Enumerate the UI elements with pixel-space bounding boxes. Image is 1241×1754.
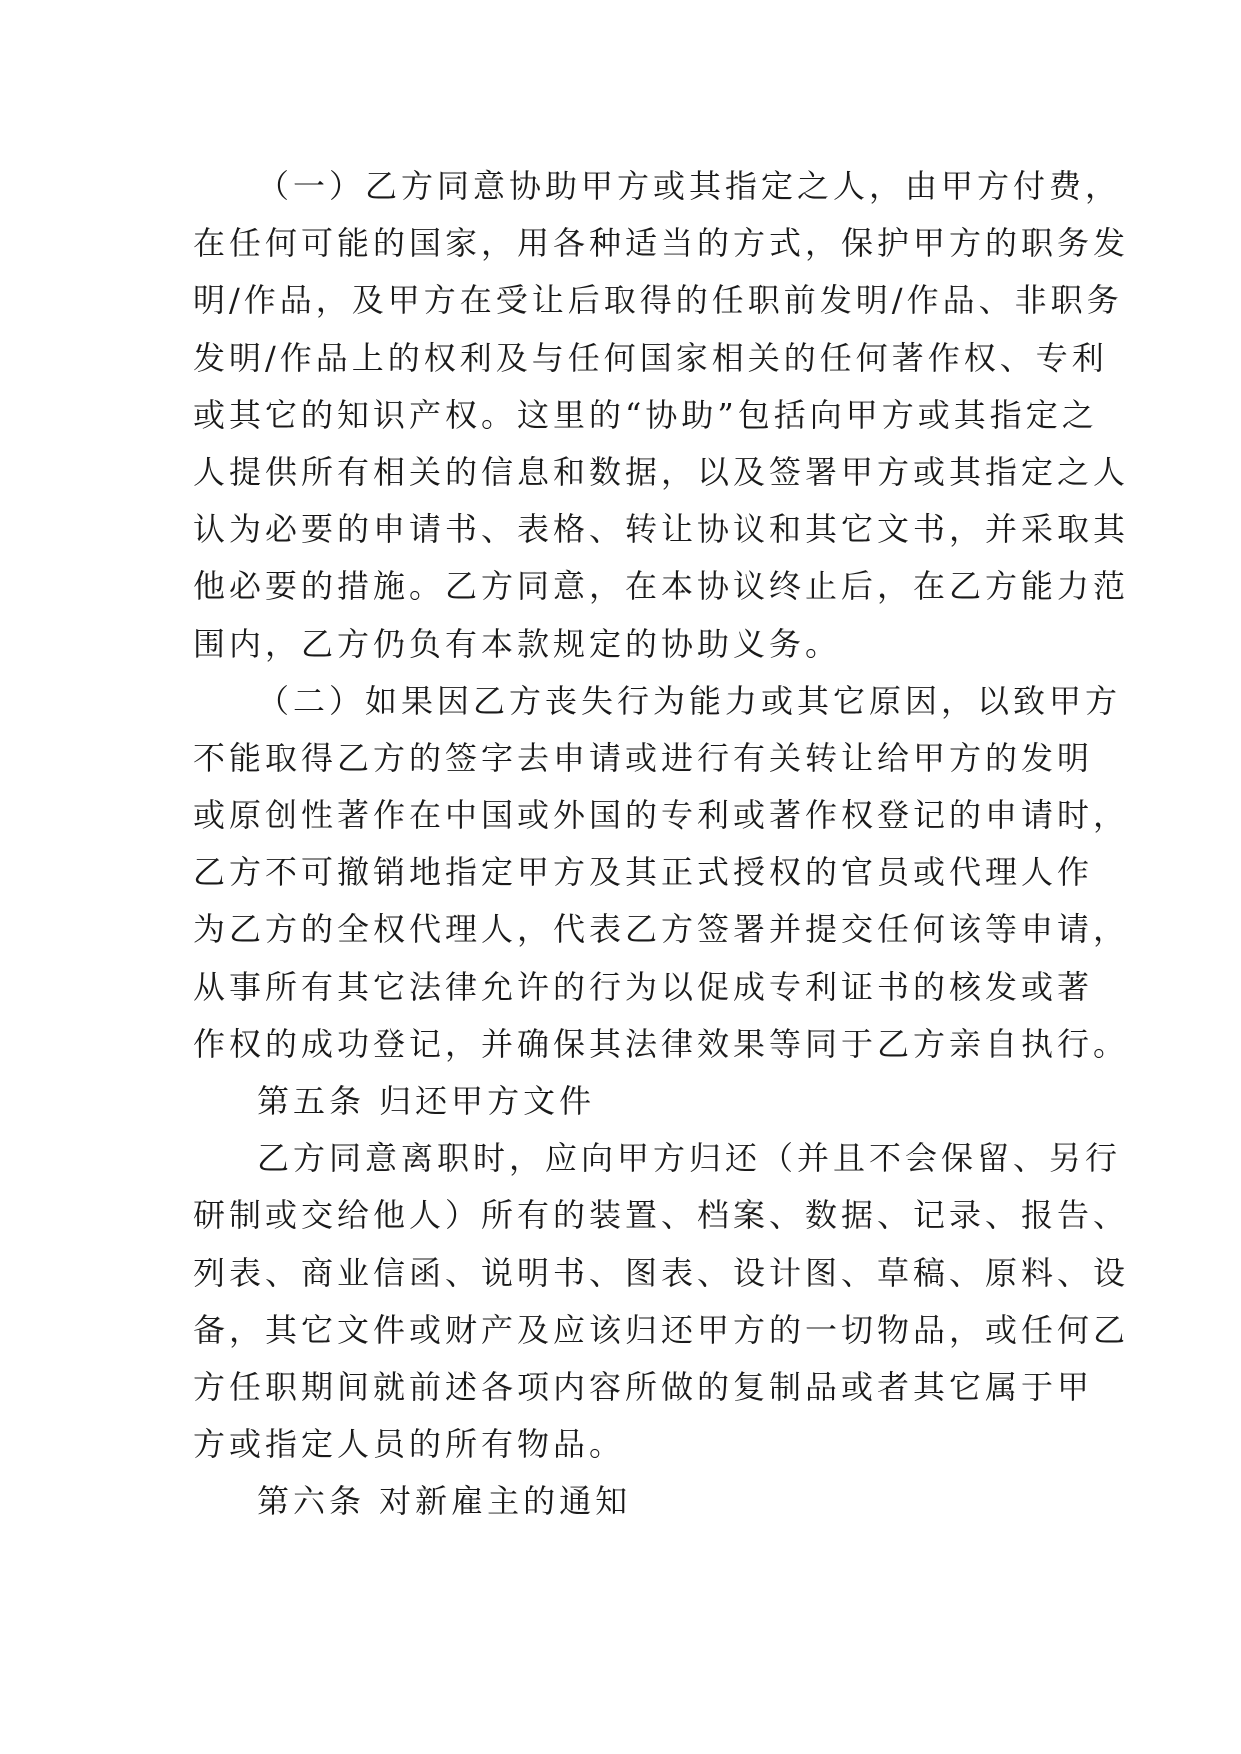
paragraph-line: 方或指定人员的所有物品。 [193, 1425, 626, 1464]
section-heading-article-5: 第五条 归还甲方文件 [257, 1082, 596, 1120]
paragraph-line: （二）如果因乙方丧失行为能力或其它原因，以致甲方 [257, 681, 1122, 720]
paragraph-line: 或其它的知识产权。这里的“协助”包括向甲方或其指定之 [193, 395, 1098, 434]
section-heading-article-6: 第六条 对新雇主的通知 [257, 1482, 632, 1521]
paragraph-line: 乙方不可撤销地指定甲方及其正式授权的官员或代理人作 [193, 853, 1094, 892]
paragraph-line: 方任职期间就前述各项内容所做的复制品或者其它属于甲 [193, 1367, 1094, 1406]
paragraph-line: 从事所有其它法律允许的行为以促成专利证书的核发或著 [193, 967, 1094, 1006]
paragraph-line: 围内，乙方仍负有本款规定的协助义务。 [193, 624, 842, 663]
paragraph-line: 列表、商业信函、说明书、图表、设计图、草稿、原料、设 [193, 1253, 1130, 1292]
paragraph-line: 乙方同意离职时，应向甲方归还（并且不会保留、另行 [257, 1139, 1122, 1178]
document-body [193, 158, 1130, 1531]
paragraph-line: 不能取得乙方的签字去申请或进行有关转让给甲方的发明 [193, 738, 1094, 777]
paragraph-line: 备，其它文件或财产及应该归还甲方的一切物品，或任何乙 [193, 1310, 1130, 1349]
paragraph-line: 作权的成功登记，并确保其法律效果等同于乙方亲自执行。 [193, 1024, 1130, 1063]
paragraph-line: 明/作品，及甲方在受让后取得的任职前发明/作品、非职务 [193, 281, 1123, 320]
paragraph-line: 或原创性著作在中国或外国的专利或著作权登记的申请时， [193, 796, 1130, 835]
paragraph-line: 为乙方的全权代理人，代表乙方签署并提交任何该等申请， [193, 910, 1130, 949]
paragraph-line: 发明/作品上的权利及与任何国家相关的任何著作权、专利 [193, 338, 1108, 377]
paragraph-line: 人提供所有相关的信息和数据，以及签署甲方或其指定之人 [193, 452, 1130, 491]
paragraph-line: （一）乙方同意协助甲方或其指定之人，由甲方付费， [257, 167, 1122, 205]
paragraph-line: 他必要的措施。乙方同意，在本协议终止后，在乙方能力范 [193, 567, 1130, 606]
paragraph-line: 在任何可能的国家，用各种适当的方式，保护甲方的职务发 [193, 224, 1130, 263]
paragraph-line: 研制或交给他人）所有的装置、档案、数据、记录、报告、 [193, 1196, 1130, 1235]
paragraph-line: 认为必要的申请书、表格、转让协议和其它文书，并采取其 [193, 510, 1130, 549]
